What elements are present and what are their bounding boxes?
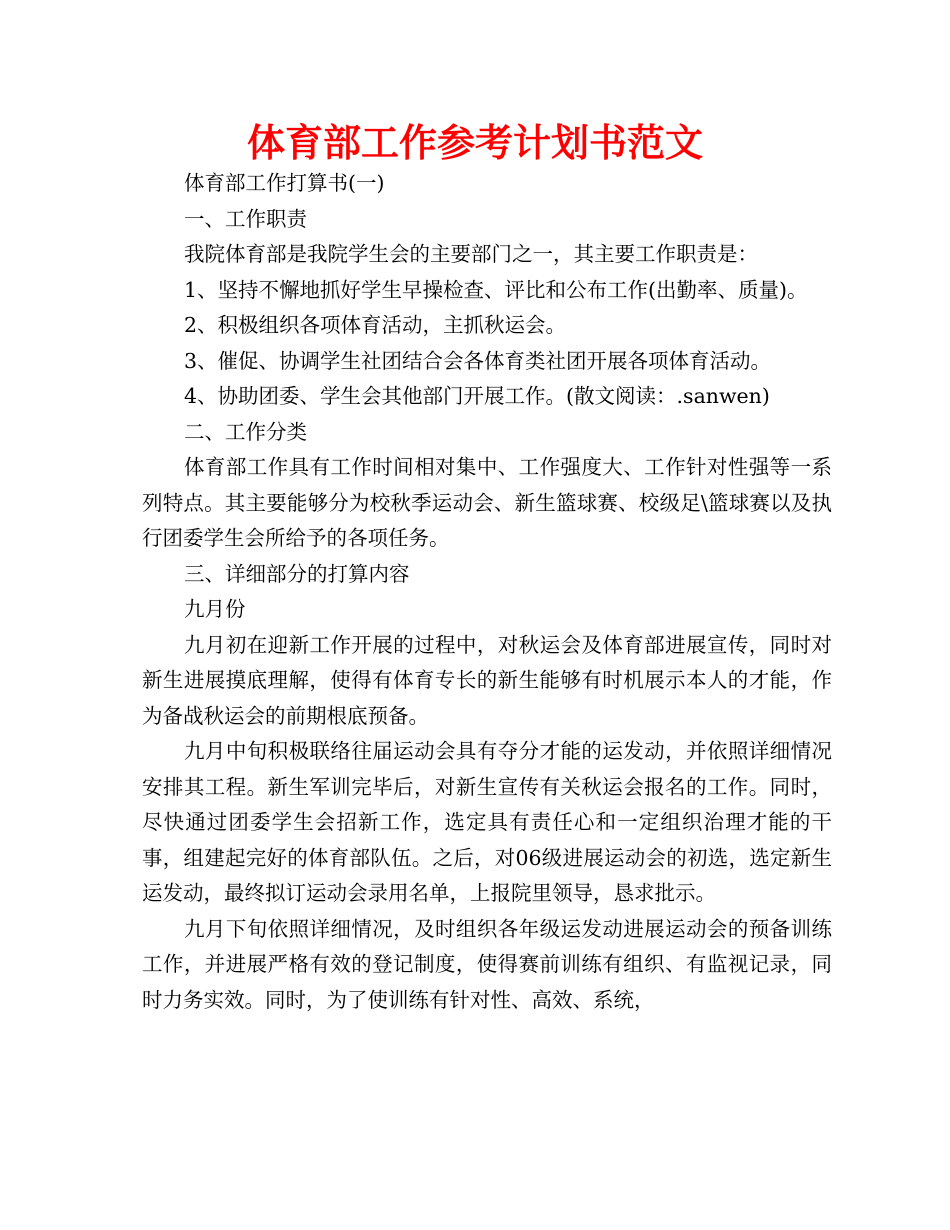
paragraph: 体育部工作具有工作时间相对集中、工作强度大、工作针对性强等一系列特点。其主要能够分为校秋季运动会、新生篮球赛、校级足\篮球赛以及执行团委学生会所给予的各项任务。 <box>142 455 832 550</box>
document-title: 体育部工作参考计划书范文 <box>246 121 703 165</box>
paragraph: 九月下旬依照详细情况，及时组织各年级运发动进展运动会的预备训练工作，并进展严格有效的登记制度，使得赛前训练有组织、有监视记录，同时力务实效。同时，为了使训练有针对性、高效、系统， <box>142 916 832 1012</box>
paragraph: 九月初在迎新工作开展的过程中，对秋运会及体育部进展宣传，同时对新生进展摸底理解，使得有体育专长的新生能够有时机展示本人的才能，作为备战秋运会的前期根底预备。 <box>142 632 832 728</box>
list-item: 1、坚持不懈地抓好学生早操检查、评比和公布工作(出勤率、质量)。 <box>184 277 808 302</box>
section-heading-duties: 一、工作职责 <box>184 206 307 231</box>
section-heading-plan-details: 三、详细部分的打算内容 <box>184 561 410 586</box>
list-item: 3、催促、协调学生社团结合会各体育类社团开展各项体育活动。 <box>184 348 772 373</box>
paragraph: 九月中旬积极联络往届运动会具有夺分才能的运发动，并依照详细情况安排其工程。新生军训完毕后，对新生宣传有关秋运会报名的工作。同时，尽快通过团委学生会招新工作，选定具有责任心和一定组织治理才能的干事，组建起完好的体育部队伍。之后，对06级进展运动会的初选，选定新生运发动，最终拟订运动会录用名单，上报院里领导，恳求批示。 <box>142 739 832 905</box>
document-body <box>142 166 832 1018</box>
section-heading-classification: 二、工作分类 <box>184 419 307 444</box>
list-item: 2、积极组织各项体育活动，主抓秋运会。 <box>184 313 567 337</box>
paragraph: 我院体育部是我院学生会的主要部门之一，其主要工作职责是： <box>184 242 758 266</box>
paragraph-plan-heading: 体育部工作打算书(一) <box>184 171 385 195</box>
subheading-september: 九月份 <box>184 597 246 621</box>
list-item: 4、协助团委、学生会其他部门开展工作。(散文阅读：.sanwen) <box>184 384 770 408</box>
